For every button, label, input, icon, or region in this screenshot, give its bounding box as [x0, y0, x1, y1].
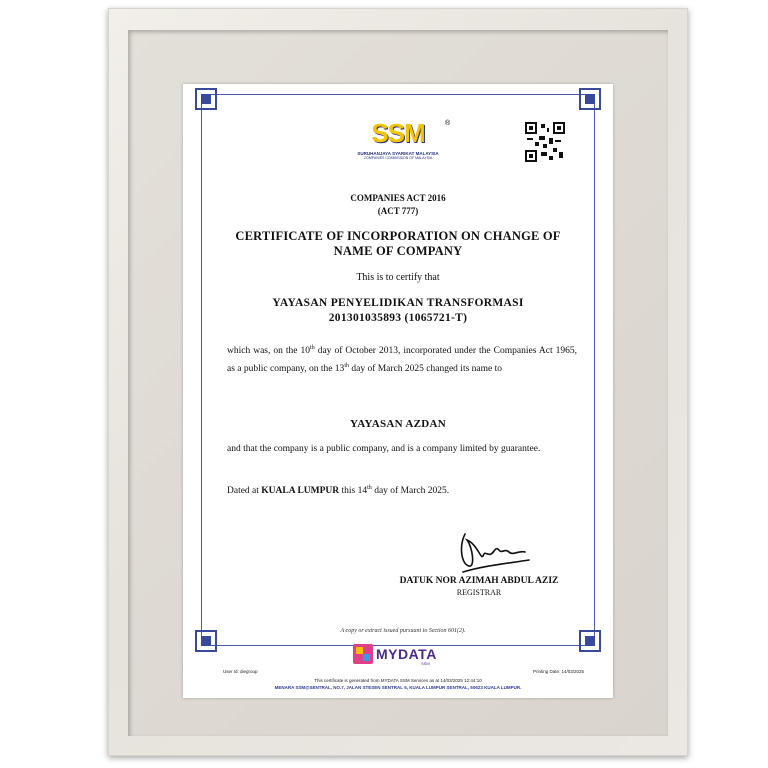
- certificate-title: [227, 229, 569, 259]
- incorporation-paragraph: which was, on the 10th day of October 2013, incorporated under the Companies Act 1965, as a public company, on the 13th day of March 2025 changed its name to: [227, 344, 577, 374]
- companies-act-line1: COMPANIES ACT 2016: [350, 193, 446, 203]
- certificate-title-line1: CERTIFICATE OF INCORPORATION ON CHANGE OF: [235, 229, 561, 243]
- user-id: User Id: diegroup: [223, 669, 258, 674]
- generated-note: This certificate is generated from MYDATA SSM Services as at 14/03/2025 12:44:10: [314, 678, 482, 683]
- corner-ornament-top-left: [195, 88, 217, 110]
- mydata-logo-sub: SSM: [421, 661, 430, 666]
- registrar-title: REGISTRAR: [456, 588, 502, 597]
- logo-subtitle-english: COMPANIES COMMISSION OF MALAYSIA: [363, 156, 433, 160]
- printing-date: Printing Date: 14/03/2025: [533, 669, 585, 674]
- certificate-title-line2: NAME OF COMPANY: [333, 244, 463, 258]
- dated-statement: Dated at KUALA LUMPUR this 14th day of March 2025.: [227, 484, 450, 496]
- former-company: [227, 296, 569, 326]
- companies-act-line2: (ACT 777): [377, 206, 419, 216]
- mydata-logo: [353, 644, 443, 666]
- company-registration-number: 201301035893 (1065721-T): [328, 312, 468, 324]
- ssm-logo: [343, 118, 453, 160]
- qr-code-icon: [525, 122, 565, 162]
- corner-ornament-bottom-left: [195, 630, 217, 652]
- new-company-name: YAYASAN AZDAN: [350, 418, 446, 430]
- ssm-address: MENARA SSM@SENTRAL, NO.7, JALAN STESEN SENTRAL 5, KUALA LUMPUR SENTRAL, 50623 KUALA LUMPUR.: [274, 685, 522, 690]
- logo-subtitle-malay: SURUHANJAYA SYARIKAT MALAYSIA: [357, 151, 439, 156]
- registered-mark: ®: [445, 120, 451, 127]
- registrar-name: DATUK NOR AZIMAH ABDUL AZIZ: [399, 576, 559, 586]
- company-type-paragraph: and that the company is a public company, and is a company limited by guarantee.: [227, 444, 541, 454]
- signature-icon: [453, 526, 533, 576]
- certify-statement: This is to certify that: [356, 272, 440, 283]
- mydata-logo-text: MYDATA: [376, 646, 437, 662]
- certificate-paper: [183, 84, 613, 698]
- former-company-name: YAYASAN PENYELIDIKAN TRANSFORMASI: [272, 297, 524, 309]
- ssm-logo-mark: SSM: [371, 118, 425, 148]
- corner-ornament-bottom-right: [579, 630, 601, 652]
- mydata-logo-icon: [353, 644, 373, 664]
- copy-note: A copy or extract issued pursuant to Section 601(2).: [340, 628, 466, 634]
- companies-act: [227, 192, 569, 218]
- corner-ornament-top-right: [579, 88, 601, 110]
